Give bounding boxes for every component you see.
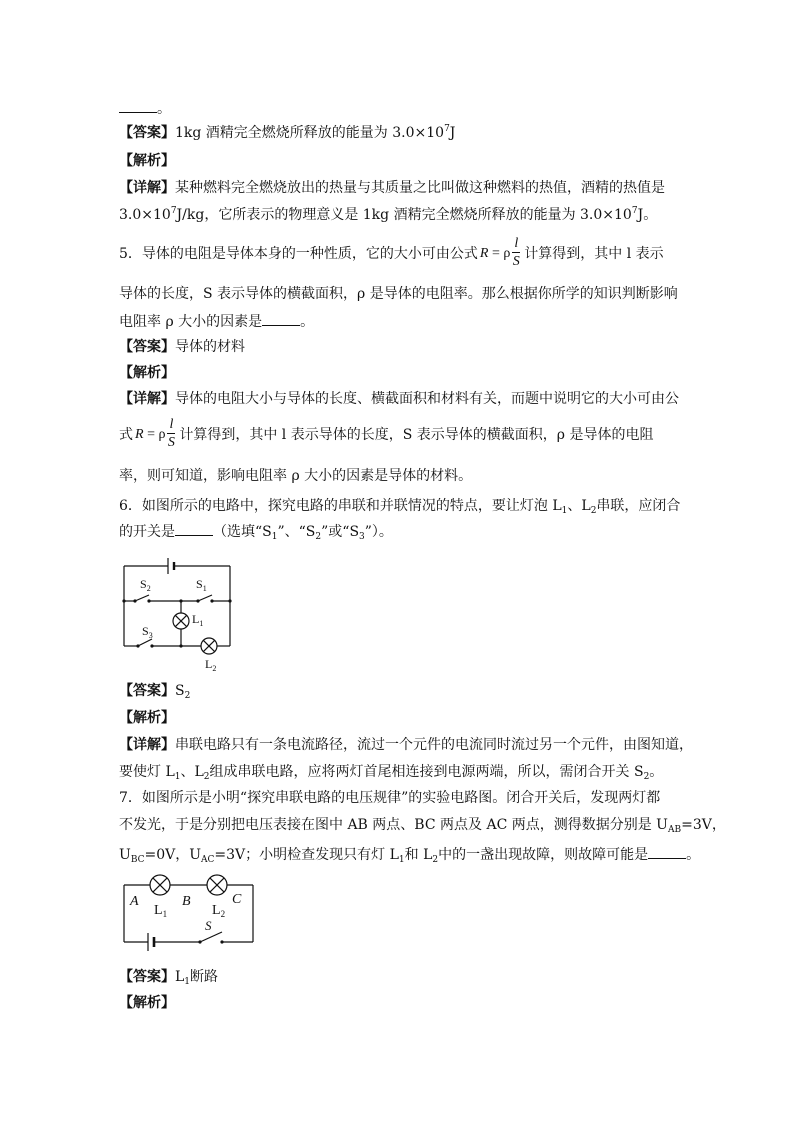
label-s1: $S_1$ xyxy=(196,577,207,593)
exponent: 7 xyxy=(631,206,638,216)
analysis-4 xyxy=(119,151,175,171)
subscript: 1 xyxy=(398,855,405,865)
formula-r: R xyxy=(479,246,489,261)
question-text: 7．如图所示是小明“探究串联电路的电压规律”的实验电路图。闭合开关后，发现两灯都 xyxy=(119,790,661,806)
resistance-formula xyxy=(135,417,177,453)
formula-eq: = ρ xyxy=(143,427,166,442)
punct: 。 xyxy=(686,847,701,863)
detail-text: J。 xyxy=(637,207,658,223)
exponent: 7 xyxy=(444,124,450,134)
answer-4 xyxy=(119,123,455,143)
detail-6-line1 xyxy=(119,735,693,755)
answer-text: 断路 xyxy=(190,969,219,985)
detail-text: 率，则可知道，影响电阻率 ρ 大小的因素是导体的材料。 xyxy=(119,468,473,484)
lamp-l1-icon xyxy=(173,613,189,629)
lamp-l2-icon xyxy=(207,875,227,895)
answer-text: S xyxy=(175,683,185,699)
formula-denominator: S xyxy=(167,435,175,451)
lamp-l1-icon xyxy=(150,875,170,895)
subscript: 2 xyxy=(203,772,210,782)
subscript: AB xyxy=(667,825,682,835)
label-c: C xyxy=(232,892,242,907)
subscript: 2 xyxy=(643,772,650,782)
detail-4-line2 xyxy=(119,205,657,225)
label-a: A xyxy=(130,894,139,909)
question-text: =3V；小明检查发现只有灯 L xyxy=(214,847,399,863)
subscript: 2 xyxy=(315,532,322,542)
subscript: 2 xyxy=(432,855,439,865)
question-text: 串联，应闭合 xyxy=(596,498,681,514)
analysis-6 xyxy=(119,708,175,728)
subscript: 3 xyxy=(359,532,365,542)
question-text: （选填“S xyxy=(213,524,272,540)
detail-text: 3.0×10 xyxy=(119,207,171,223)
answer-tag: 【答案】 xyxy=(119,683,175,699)
detail-5-line2 xyxy=(119,417,653,453)
detail-tag: 【详解】 xyxy=(119,391,175,407)
detail-text: 、L xyxy=(180,764,204,780)
formula-numerator: l xyxy=(514,236,519,252)
formula-denominator: S xyxy=(512,254,520,270)
question-6-line2 xyxy=(119,522,393,542)
formula-r: R xyxy=(135,427,144,442)
question-5-line3 xyxy=(119,312,314,332)
analysis-tag: 【解析】 xyxy=(119,710,175,726)
label-l2: $L_2$ xyxy=(212,903,226,919)
answer-tag: 【答案】 xyxy=(119,969,175,985)
question-text: =0V，U xyxy=(144,847,202,863)
detail-text: 某种燃料完全燃烧放出的热量与其质量之比叫做这种燃料的热值，酒精的热值是 xyxy=(175,180,665,196)
circuit-diagram-6 xyxy=(118,553,238,675)
resistance-formula xyxy=(480,236,522,272)
answer-blank xyxy=(648,846,686,859)
subscript: BC xyxy=(130,855,145,865)
label-b: B xyxy=(182,894,191,909)
question-text: 、L xyxy=(567,498,591,514)
punct: 。 xyxy=(300,314,315,330)
switch-s1-blade xyxy=(198,595,212,601)
answer-6 xyxy=(119,681,190,701)
question-text: 计算得到，其中 l 表示 xyxy=(524,246,664,262)
label-l1: $L_1$ xyxy=(154,903,168,919)
answer-7 xyxy=(119,967,218,987)
question-text: 6．如图所示的电路中，探究电路的串联和并联情况的特点，要让灯泡 L xyxy=(119,498,562,514)
question-text: U xyxy=(119,847,131,863)
switch-s-blade xyxy=(200,932,222,942)
detail-4-line1 xyxy=(119,178,665,198)
label-s: S xyxy=(205,918,212,933)
question-5-line1 xyxy=(119,236,664,272)
subscript: 1 xyxy=(174,772,181,782)
detail-text: 计算得到，其中 l 表示导体的长度，S 表示导体的横截面积，ρ 是导体的电阻 xyxy=(179,427,654,443)
answer-blank xyxy=(262,313,300,326)
label-l1: $L_1$ xyxy=(192,612,204,628)
question-text: 中的一盏出现故障，则故障可能是 xyxy=(438,847,649,863)
question-text: 的开关是 xyxy=(119,524,175,540)
question-7-line1 xyxy=(119,788,660,808)
detail-tag: 【详解】 xyxy=(119,737,175,753)
subscript: AC xyxy=(201,855,215,865)
answer-5 xyxy=(119,337,245,357)
question-text: 和 L xyxy=(404,847,433,863)
answer-blank xyxy=(175,523,213,536)
analysis-tag: 【解析】 xyxy=(119,365,175,381)
question-text: =3V， xyxy=(681,817,726,833)
switch-s3-blade xyxy=(138,639,152,646)
detail-6-line2 xyxy=(119,762,663,782)
punct: 。 xyxy=(157,101,171,117)
detail-text: 。 xyxy=(649,764,664,780)
answer-blank xyxy=(119,100,157,113)
answer-text: L xyxy=(175,969,185,985)
detail-text: 要使灯 L xyxy=(119,764,175,780)
question-text: 导体的长度，S 表示导体的横截面积，ρ 是导体的电阻率。那么根据你所学的知识判断影响 xyxy=(119,286,678,302)
question-text: 电阻率 ρ 大小的因素是 xyxy=(119,314,263,330)
answer-tag: 【答案】 xyxy=(119,339,175,355)
detail-text: 式 xyxy=(119,427,133,443)
detail-5-line1 xyxy=(119,389,679,409)
detail-5-line3 xyxy=(119,466,472,486)
subscript: 1 xyxy=(271,532,278,542)
detail-text: 串联电路只有一条电流路径，流过一个元件的电流同时流过另一个元件，由图知道， xyxy=(175,737,693,753)
subscript: 2 xyxy=(590,506,597,516)
detail-text: 导体的电阻大小与导体的长度、横截面积和材料有关，而题中说明它的大小可由公 xyxy=(175,391,679,407)
answer-text: 1kg 酒精完全燃烧所释放的能量为 3.0×10 xyxy=(175,125,445,141)
question-7-line3 xyxy=(119,845,700,865)
circuit-diagram-7 xyxy=(118,870,260,954)
subscript: 1 xyxy=(184,977,191,987)
label-l2: $L_2$ xyxy=(205,657,217,673)
blank-line-prev xyxy=(119,99,171,119)
analysis-tag: 【解析】 xyxy=(119,153,175,169)
detail-text: 组成串联电路，应将两灯首尾相连接到电源两端，所以，需闭合开关 S xyxy=(209,764,644,780)
label-s2: $S_2$ xyxy=(140,577,151,593)
question-5-line2 xyxy=(119,284,678,304)
subscript: 2 xyxy=(184,691,191,701)
question-7-line2 xyxy=(119,815,726,835)
question-text: ”）。 xyxy=(364,524,393,540)
label-s3: $S_3$ xyxy=(142,624,153,640)
analysis-tag: 【解析】 xyxy=(119,995,175,1011)
formula-numerator: l xyxy=(169,417,174,433)
formula-fraction xyxy=(167,417,175,452)
answer-text: 导体的材料 xyxy=(175,339,245,355)
formula-eq: = ρ xyxy=(488,246,511,261)
question-text: ”或“S xyxy=(321,524,360,540)
switch-s2-blade xyxy=(135,595,149,601)
analysis-5 xyxy=(119,363,175,383)
lamp-l2-icon xyxy=(201,638,217,654)
exponent: 7 xyxy=(170,206,177,216)
question-6-line1 xyxy=(119,496,680,516)
analysis-7 xyxy=(119,993,175,1013)
question-text: 5．导体的电阻是导体本身的一种性质，它的大小可由公式 xyxy=(119,246,478,262)
detail-text: J/kg，它所表示的物理意义是 1kg 酒精完全燃烧所释放的能量为 3.0×10 xyxy=(176,207,632,223)
answer-tag: 【答案】 xyxy=(119,125,175,141)
question-text: 不发光，于是分别把电压表接在图中 AB 两点、BC 两点及 AC 两点，测得数据分别是 U xyxy=(119,817,668,833)
detail-tag: 【详解】 xyxy=(119,180,175,196)
question-text: ”、“S xyxy=(277,524,316,540)
unit: J xyxy=(449,125,456,141)
formula-fraction xyxy=(512,236,520,271)
subscript: 1 xyxy=(561,506,568,516)
